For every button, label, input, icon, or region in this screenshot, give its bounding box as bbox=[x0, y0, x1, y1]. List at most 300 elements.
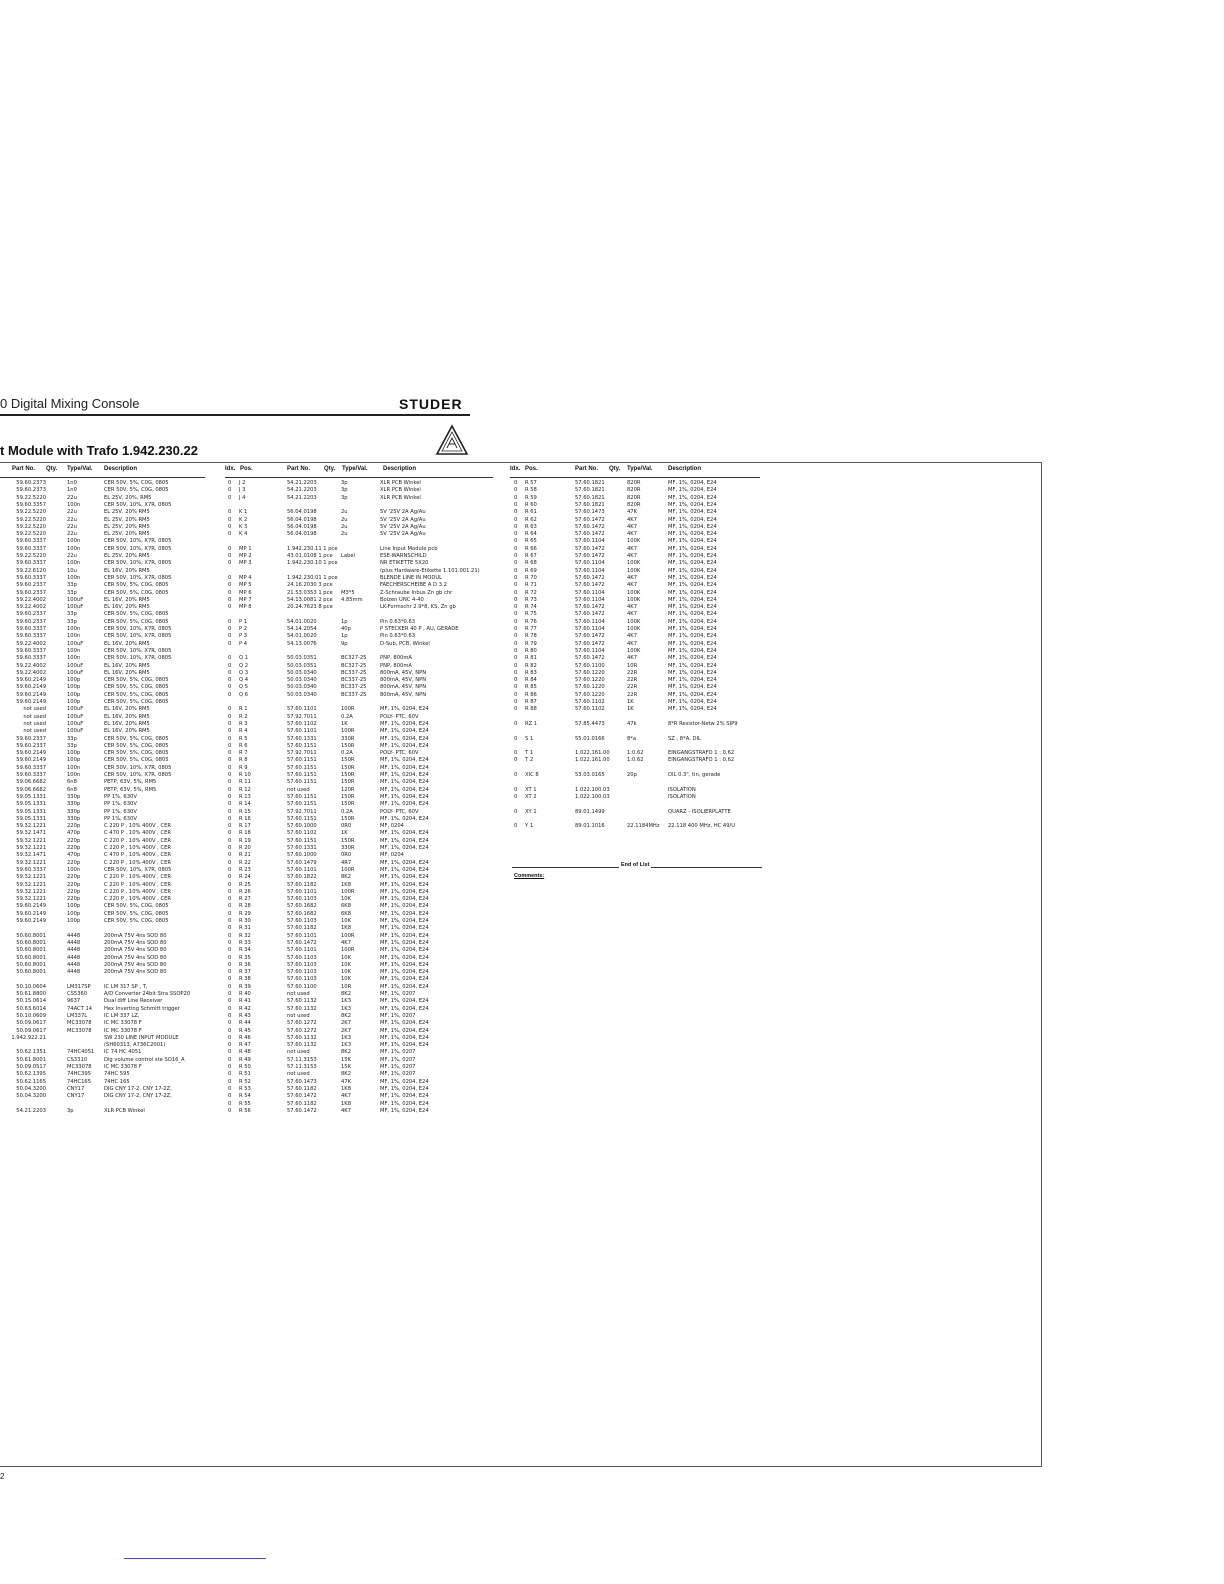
table-cell: 57.60.1101 bbox=[287, 706, 317, 713]
table-cell: 8*R Resistor-Netw 2% SIP9 bbox=[668, 720, 738, 727]
table-cell: 1.022.100.03 bbox=[575, 786, 610, 793]
table-cell: 0 bbox=[514, 633, 518, 640]
table-cell: Q 6 bbox=[239, 691, 249, 698]
table-cell: 59.05.1331 bbox=[16, 801, 46, 808]
table-cell: 57.60.1104 bbox=[575, 618, 605, 625]
table-row bbox=[225, 1035, 500, 1042]
table-cell: 22.118 400 MHz, HC 49/U bbox=[668, 823, 736, 830]
table-row bbox=[225, 991, 500, 998]
table-row bbox=[0, 480, 210, 487]
table-cell: 59.60.2337 bbox=[16, 735, 46, 742]
table-row bbox=[0, 502, 210, 509]
table-cell: 0 bbox=[228, 574, 232, 581]
table-cell: 59.60.3337 bbox=[16, 560, 46, 567]
table-cell: 4448 bbox=[67, 954, 81, 961]
table-cell: BC327-25 bbox=[341, 655, 367, 662]
table-cell: P STECKER 40 P , AU, GERADE bbox=[380, 626, 459, 632]
table-row bbox=[225, 538, 500, 545]
table-cell: R 4 bbox=[239, 728, 248, 735]
table-cell: 0 bbox=[228, 969, 232, 976]
table-cell: 4448 bbox=[67, 932, 81, 939]
table-cell: 0 bbox=[228, 874, 232, 881]
table-cell: MF, 1%, 0204, E24 bbox=[668, 531, 717, 538]
header-rule bbox=[0, 477, 205, 478]
table-row bbox=[0, 896, 210, 903]
table-cell: MF, 1%, 0204, E24 bbox=[380, 757, 429, 764]
table-cell: MF, 1%, 0204, E24 bbox=[380, 983, 429, 990]
table-row bbox=[225, 882, 500, 889]
table-cell: 57.60.1682 bbox=[287, 903, 317, 910]
table-cell: 1.022.161.00 bbox=[575, 750, 610, 757]
table-cell: 0 bbox=[228, 713, 232, 720]
table-row bbox=[510, 809, 765, 816]
table-row bbox=[0, 750, 210, 757]
table-cell: 33p bbox=[67, 742, 77, 749]
table-cell: R 44 bbox=[239, 1020, 251, 1027]
table-cell: CER 50V, 10%, X7R, 0805 bbox=[104, 633, 172, 640]
table-cell: MF, 1%, 0204, E24 bbox=[668, 618, 717, 625]
table-cell: 57.60.1102 bbox=[575, 706, 605, 713]
table-cell: MF, 1%, 0204, E24 bbox=[380, 845, 429, 851]
table-row bbox=[225, 801, 500, 808]
table-cell: 100p bbox=[67, 910, 81, 917]
table-cell: 57.60.1182 bbox=[287, 925, 317, 932]
table-cell: 57.60.1103 bbox=[287, 976, 317, 983]
table-cell: 0 bbox=[514, 487, 518, 494]
header-rule bbox=[225, 477, 493, 478]
table-cell: CER 50V, 5%, C0G, 0805 bbox=[104, 487, 169, 494]
table-cell: 57.60.1472 bbox=[287, 939, 317, 946]
table-row bbox=[225, 692, 500, 699]
table-cell: 50.04.3200 bbox=[16, 1093, 46, 1100]
table-row bbox=[0, 604, 210, 611]
table-row bbox=[0, 998, 210, 1005]
table-cell: R 77 bbox=[525, 626, 537, 632]
table-cell: MF, 1%, 0204, E24 bbox=[380, 918, 429, 924]
table-row bbox=[225, 611, 500, 618]
table-cell: R 65 bbox=[525, 538, 537, 545]
table-cell: 57.60.1182 bbox=[287, 1085, 317, 1092]
table-cell: EL 16V, 20% RM5 bbox=[104, 713, 150, 720]
table-cell: 0 bbox=[228, 545, 232, 552]
table-cell: 330p bbox=[67, 793, 81, 800]
table-cell: 5V '25V 2A Ag/Au bbox=[380, 523, 426, 530]
table-cell: 33p bbox=[67, 735, 77, 742]
table-cell: 57.92.7011 bbox=[287, 713, 317, 720]
table-cell: EINGANGSTRAFO 1 : 0,62 bbox=[668, 757, 735, 764]
table-cell: MF, 1%, 0207 bbox=[380, 1071, 416, 1078]
table-cell: 0 bbox=[228, 991, 232, 997]
table-row bbox=[510, 699, 765, 706]
table-cell: 0 bbox=[228, 808, 232, 815]
table-cell: 0 bbox=[228, 1027, 232, 1034]
table-row bbox=[225, 911, 500, 918]
table-cell: DIG CNY 17-2, CNY 17-2Z, bbox=[104, 1093, 172, 1100]
table-cell: MF, 1%, 0204, E24 bbox=[380, 888, 429, 895]
table-row bbox=[225, 743, 500, 750]
table-cell: 57.60.1151 bbox=[287, 757, 317, 764]
table-row bbox=[225, 502, 500, 509]
table-cell: MF, 1%, 0204, E24 bbox=[380, 1005, 429, 1012]
table-cell: MF, 1%, 0204, E24 bbox=[380, 976, 429, 983]
table-cell: 15K bbox=[341, 1056, 352, 1063]
table-cell: 22R bbox=[627, 691, 638, 698]
table-cell: 1n0 bbox=[67, 487, 77, 494]
table-cell: POLY- PTC, 60V bbox=[380, 713, 419, 720]
table-cell: 0 bbox=[514, 618, 518, 625]
table-row bbox=[225, 546, 500, 553]
table-cell: 0 bbox=[228, 918, 232, 924]
table-cell: BC327-25 bbox=[341, 662, 367, 669]
table-cell: 0 bbox=[228, 553, 232, 559]
table-cell: EL 16V, 20% RM5 bbox=[104, 720, 150, 727]
table-cell: MF, 1%, 0204, E24 bbox=[380, 998, 429, 1005]
table-row bbox=[225, 684, 500, 691]
table-cell: 57.60.1331 bbox=[287, 735, 317, 742]
table-cell: 100uF bbox=[67, 713, 84, 720]
table-cell: 57.60.1104 bbox=[575, 647, 605, 654]
column-header: Type/Val. bbox=[342, 466, 368, 472]
table-cell: 0 bbox=[228, 626, 232, 632]
table-cell: 50.63.6014 bbox=[16, 1005, 46, 1012]
table-cell: 100p bbox=[67, 677, 81, 684]
table-cell: 1K bbox=[627, 706, 634, 713]
table-cell: CER 50V, 5%, C0G, 0805 bbox=[104, 677, 169, 684]
table-cell: 59.60.3337 bbox=[16, 633, 46, 640]
table-row bbox=[225, 487, 500, 494]
table-cell: 220p bbox=[67, 823, 81, 830]
table-cell: BC337-25 bbox=[341, 669, 367, 676]
table-cell: R 80 bbox=[525, 647, 537, 654]
table-cell: 0.2A bbox=[341, 713, 353, 720]
table-cell: MF, 1%, 0204, E24 bbox=[668, 494, 717, 501]
table-row bbox=[225, 721, 500, 728]
table-row bbox=[0, 597, 210, 604]
table-cell: R 39 bbox=[239, 983, 251, 990]
table-cell: R 46 bbox=[239, 1034, 251, 1041]
table-row bbox=[225, 933, 500, 940]
table-cell: not used bbox=[287, 1049, 310, 1056]
table-cell: LK-Formschr 2.9*8, KS, Zn gb bbox=[380, 604, 456, 611]
table-row bbox=[225, 1108, 500, 1115]
table-cell: XLR PCB Winkel bbox=[104, 1107, 145, 1114]
table-cell: CNY17 bbox=[67, 1085, 85, 1092]
table-cell: not used bbox=[287, 1012, 310, 1019]
table-cell: 0 bbox=[514, 808, 518, 815]
table-cell: 59.60.3337 bbox=[16, 538, 46, 545]
table-cell: 0 bbox=[514, 691, 518, 698]
table-cell: 100R bbox=[341, 706, 355, 713]
table-row bbox=[510, 721, 765, 728]
table-row bbox=[225, 998, 500, 1005]
table-cell: 120R bbox=[341, 786, 355, 793]
table-cell: 4448 bbox=[67, 939, 81, 946]
table-cell: 59.60.3337 bbox=[16, 772, 46, 778]
table-cell: Hex Inverting Schmitt trigger bbox=[104, 1005, 180, 1012]
table-cell: C 220 P , 10% 400V , CER bbox=[104, 845, 171, 851]
table-row bbox=[510, 487, 765, 494]
table-cell: 4K7 bbox=[627, 582, 638, 589]
table-cell: 8*a bbox=[627, 735, 637, 742]
table-cell: 0 bbox=[514, 501, 518, 508]
table-cell: 50.03.0351 bbox=[287, 655, 317, 662]
table-cell: 150R bbox=[341, 757, 355, 764]
table-cell: 1.942.922.21 bbox=[11, 1034, 46, 1041]
table-row bbox=[0, 1057, 210, 1064]
table-row bbox=[0, 933, 210, 940]
table-cell: 59.22.4002 bbox=[16, 669, 46, 676]
table-cell: not used bbox=[23, 713, 46, 720]
table-cell: 57.60.1472 bbox=[575, 574, 605, 581]
table-cell: 0 bbox=[228, 837, 232, 844]
table-cell: 57.60.1472 bbox=[287, 1093, 317, 1100]
table-cell: P 1 bbox=[239, 618, 248, 625]
table-cell: MP 4 bbox=[239, 574, 252, 581]
table-cell: 330p bbox=[67, 815, 81, 822]
table-cell: 200mA 75V 4ns SOD 80 bbox=[104, 932, 167, 939]
table-cell: 820R bbox=[627, 487, 641, 494]
comments-label: Comments: bbox=[514, 873, 545, 879]
table-cell: 100uF bbox=[67, 604, 84, 611]
table-cell: 4448 bbox=[67, 947, 81, 954]
table-cell: 0 bbox=[228, 1049, 232, 1056]
table-row bbox=[0, 801, 210, 808]
table-row bbox=[225, 962, 500, 969]
table-cell: 10R bbox=[341, 983, 352, 990]
table-row bbox=[0, 743, 210, 750]
table-cell: MP 7 bbox=[239, 596, 252, 603]
table-cell: 22u bbox=[67, 494, 77, 501]
table-cell: 59.60.3337 bbox=[16, 764, 46, 771]
table-row bbox=[225, 1101, 500, 1108]
table-cell: 50.62.1351 bbox=[16, 1049, 46, 1056]
table-row bbox=[0, 903, 210, 910]
table-cell: 57.60.1100 bbox=[287, 983, 317, 990]
table-cell: 200mA 75V 4ns SOD 80 bbox=[104, 947, 167, 954]
table-cell: R 11 bbox=[239, 779, 251, 786]
table-row bbox=[225, 1086, 500, 1093]
table-row bbox=[225, 787, 500, 794]
end-of-list-label: End of List bbox=[621, 862, 650, 868]
table-cell: 10K bbox=[341, 976, 352, 983]
table-cell: 3p bbox=[341, 487, 348, 494]
table-row bbox=[225, 568, 500, 575]
table-cell: 0 bbox=[228, 633, 232, 640]
table-cell: 100R bbox=[341, 947, 355, 954]
table-row bbox=[225, 560, 500, 567]
table-cell: R 26 bbox=[239, 888, 251, 895]
table-cell: 57.60.1220 bbox=[575, 691, 605, 698]
table-cell: 0 bbox=[228, 509, 232, 516]
brand-logo-text: STUDER bbox=[399, 396, 463, 412]
table-row bbox=[510, 750, 765, 757]
table-cell: MF, 1%, 0204, E24 bbox=[668, 596, 717, 603]
table-cell: 0 bbox=[514, 531, 518, 538]
table-cell: 1.942.230.01 1 pce bbox=[287, 574, 338, 581]
table-row bbox=[225, 925, 500, 932]
table-cell: 4448 bbox=[67, 969, 81, 976]
table-cell: 4K7 bbox=[341, 1093, 352, 1100]
table-cell: 0 bbox=[228, 932, 232, 939]
table-cell: 15K bbox=[341, 1064, 352, 1070]
table-row bbox=[510, 524, 765, 531]
table-cell: 59.06.6682 bbox=[16, 786, 46, 793]
table-cell: 0 bbox=[514, 560, 518, 567]
table-cell: 100uF bbox=[67, 728, 84, 735]
table-cell: PP 1%, 630V bbox=[104, 808, 137, 815]
table-cell: D-Sub, PCB, Winkel bbox=[380, 640, 430, 647]
table-cell: C 220 P , 10% 400V , CER bbox=[104, 837, 171, 844]
table-cell: 4K7 bbox=[627, 553, 638, 559]
table-row bbox=[510, 509, 765, 516]
table-cell: 54.13.0076 bbox=[287, 640, 317, 647]
table-cell: EINGANGSTRAFO 1 : 0,62 bbox=[668, 750, 735, 757]
table-cell: R 88 bbox=[525, 706, 537, 713]
table-row bbox=[510, 772, 765, 779]
table-cell: R 5 bbox=[239, 735, 248, 742]
table-cell: EL 25V, 20% RM5 bbox=[104, 531, 150, 538]
table-cell: 100n bbox=[67, 866, 81, 873]
table-cell: MF, 1%, 0204, E24 bbox=[380, 1020, 429, 1027]
table-cell: MC33078 bbox=[67, 1027, 92, 1034]
table-cell: R 29 bbox=[239, 910, 251, 917]
table-row bbox=[510, 663, 765, 670]
table-cell: IC MC 33078 F bbox=[104, 1064, 142, 1070]
table-cell: 200mA 75V 4ns SOD 80 bbox=[104, 939, 167, 946]
table-cell: MF, 1%, 0204, E24 bbox=[380, 866, 429, 873]
table-row bbox=[0, 582, 210, 589]
table-cell: 0 bbox=[514, 545, 518, 552]
table-cell: R 35 bbox=[239, 954, 251, 961]
table-cell: 0 bbox=[514, 509, 518, 516]
table-row bbox=[225, 1006, 500, 1013]
table-cell: 0 bbox=[514, 655, 518, 662]
table-cell: 0 bbox=[514, 720, 518, 727]
table-cell: CER 50V, 10%, X7R, 0805 bbox=[104, 647, 172, 654]
table-cell: 1.022.100.03 bbox=[575, 793, 610, 800]
table-cell: 5V '25V 2A Ag/Au bbox=[380, 509, 426, 516]
table-row bbox=[225, 480, 500, 487]
table-row bbox=[0, 648, 210, 655]
table-cell: 0 bbox=[228, 604, 232, 611]
table-cell: MF, 1%, 0204, E24 bbox=[668, 706, 717, 713]
table-cell: Pin 0.63*0.63 bbox=[380, 633, 416, 640]
table-cell: PP 1%, 630V bbox=[104, 801, 137, 808]
table-cell: 5V '25V 2A Ag/Au bbox=[380, 531, 426, 538]
table-cell: 4K7 bbox=[341, 939, 352, 946]
table-cell: 100K bbox=[627, 560, 641, 567]
table-cell: DIG CNY 17-2, CNY 17-2Z, bbox=[104, 1085, 172, 1092]
table-row bbox=[0, 787, 210, 794]
table-cell: 57.60.1220 bbox=[575, 677, 605, 684]
table-cell: 57.60.1472 bbox=[575, 531, 605, 538]
table-cell: 150R bbox=[341, 742, 355, 749]
table-row bbox=[0, 779, 210, 786]
table-cell: 0 bbox=[228, 494, 232, 501]
table-cell: MF, 1%, 0204, E24 bbox=[668, 516, 717, 523]
table-cell: MF, 1%, 0204, E24 bbox=[380, 1042, 429, 1049]
table-cell: 100n bbox=[67, 633, 81, 640]
table-row bbox=[0, 568, 210, 575]
table-cell: 0 bbox=[228, 691, 232, 698]
table-row bbox=[225, 517, 500, 524]
table-cell: 57.60.1220 bbox=[575, 669, 605, 676]
table-cell: 57.60.1102 bbox=[575, 699, 605, 705]
table-cell: CER 50V, 10%, X7R, 0805 bbox=[104, 538, 172, 545]
table-cell: 50.60.8001 bbox=[16, 939, 46, 946]
table-cell: R 61 bbox=[525, 509, 537, 516]
table-cell: P 2 bbox=[239, 626, 248, 632]
table-cell: 57.60.1132 bbox=[287, 998, 317, 1005]
table-cell: J 2 bbox=[239, 480, 246, 486]
table-cell: 57.60.1132 bbox=[287, 1042, 317, 1049]
table-row bbox=[225, 553, 500, 560]
table-cell: PETP, 63V, 5%, RM5 bbox=[104, 786, 157, 793]
table-row bbox=[225, 575, 500, 582]
table-cell: R 16 bbox=[239, 815, 251, 822]
table-cell: 100n bbox=[67, 501, 81, 508]
table-cell: 8K2 bbox=[341, 1049, 352, 1056]
table-cell: R 59 bbox=[525, 494, 537, 501]
table-cell: MF, 1%, 0204, E24 bbox=[380, 1027, 429, 1034]
table-cell: R 78 bbox=[525, 633, 537, 640]
table-row bbox=[225, 699, 500, 706]
table-row bbox=[225, 663, 500, 670]
table-cell: CNY17 bbox=[67, 1093, 85, 1100]
table-cell: 0 bbox=[228, 976, 232, 983]
table-cell: EL 16V, 20% RM5 bbox=[104, 567, 150, 574]
table-cell: 1p bbox=[341, 618, 348, 625]
table-cell: 100n bbox=[67, 772, 81, 778]
table-cell: BC337-25 bbox=[341, 691, 367, 698]
table-cell: MF, 1%, 0204, E24 bbox=[380, 881, 429, 888]
table-cell: PETP, 63V, 5%, RM5 bbox=[104, 779, 157, 786]
table-cell: 20p bbox=[627, 772, 637, 778]
table-cell: not used bbox=[287, 991, 310, 997]
table-cell: 0 bbox=[228, 618, 232, 625]
table-cell: 100R bbox=[341, 932, 355, 939]
table-cell: 0 bbox=[228, 801, 232, 808]
table-cell: 4K7 bbox=[627, 574, 638, 581]
table-cell: Q 5 bbox=[239, 684, 249, 691]
table-cell: 57.60.1104 bbox=[575, 589, 605, 596]
table-cell: R 73 bbox=[525, 596, 537, 603]
table-cell: 150R bbox=[341, 779, 355, 786]
table-cell: 57.60.1104 bbox=[575, 567, 605, 574]
table-row bbox=[0, 1035, 210, 1042]
table-cell: 21.53.0353 1 pce bbox=[287, 589, 333, 596]
table-cell: 57.60.1472 bbox=[575, 611, 605, 618]
table-cell: 47K bbox=[341, 1078, 352, 1085]
table-cell: 5V '25V 2A Ag/Au bbox=[380, 516, 426, 523]
table-cell: 57.60.1472 bbox=[575, 604, 605, 611]
table-cell: XLR PCB Winkel bbox=[380, 480, 421, 486]
table-row bbox=[510, 670, 765, 677]
table-cell: R 63 bbox=[525, 523, 537, 530]
table-cell: 57.60.1151 bbox=[287, 837, 317, 844]
table-cell: MF, 1%, 0204, E24 bbox=[380, 939, 429, 946]
table-cell: IC MC 33078 F bbox=[104, 1027, 142, 1034]
table-cell: 0 bbox=[228, 947, 232, 954]
table-cell: 59.60.3337 bbox=[16, 655, 46, 662]
table-row bbox=[0, 553, 210, 560]
table-cell: 0 bbox=[228, 1078, 232, 1085]
table-cell: 0 bbox=[228, 596, 232, 603]
table-cell: 74HC395 bbox=[67, 1071, 92, 1078]
table-row bbox=[510, 590, 765, 597]
table-cell: 57.60.1821 bbox=[575, 480, 605, 486]
table-cell: R 27 bbox=[239, 896, 251, 903]
